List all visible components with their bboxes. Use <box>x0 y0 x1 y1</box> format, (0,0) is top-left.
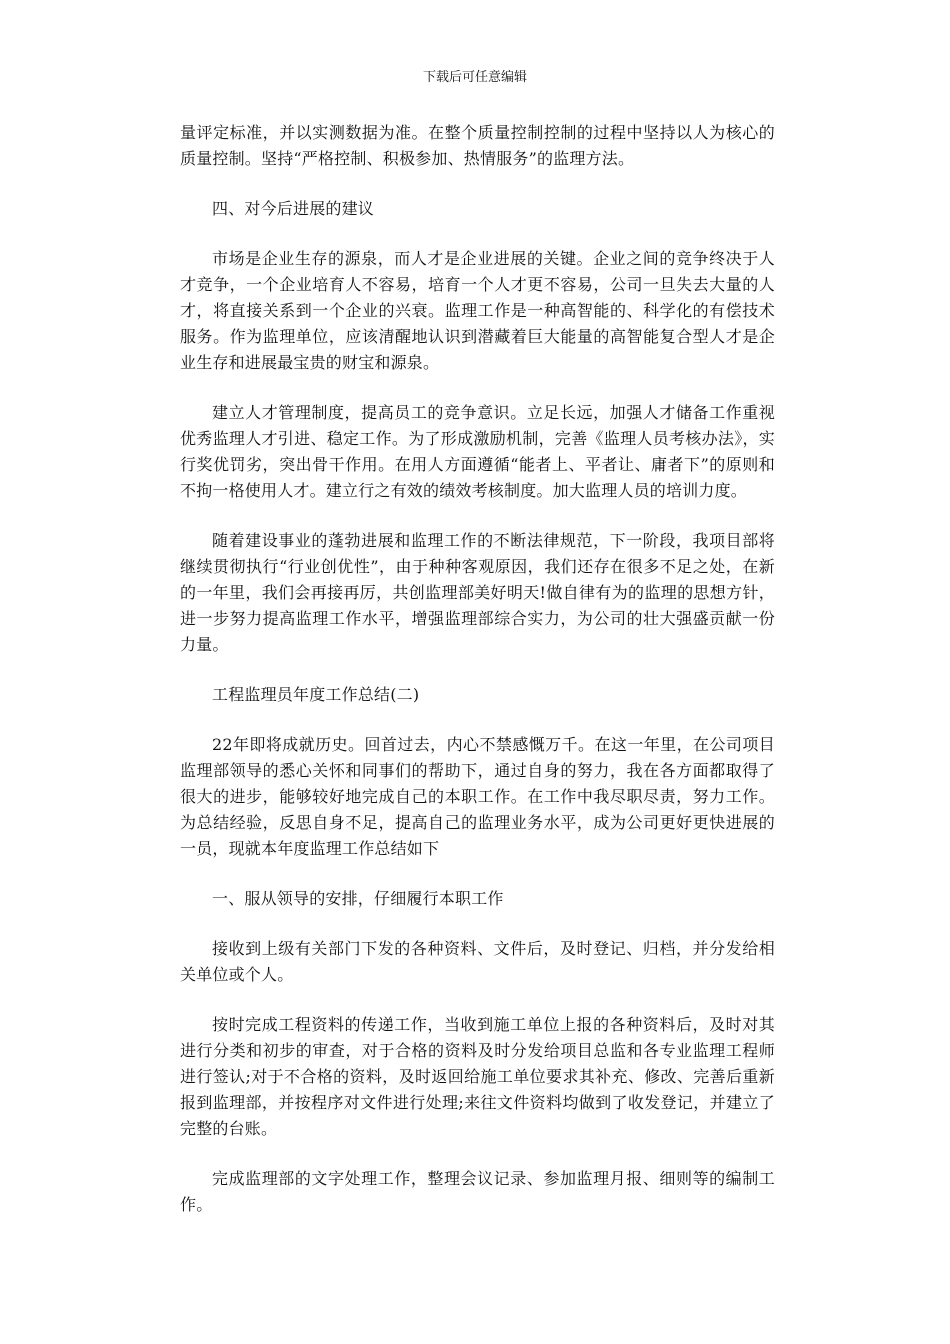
document-body <box>180 120 775 1242</box>
paragraph: 完成监理部的文字处理工作，整理会议记录、参加监理月报、细则等的编制工作。 <box>180 1169 775 1214</box>
section-heading-suggestions: 四、对今后进展的建议 <box>212 199 375 218</box>
section-heading-duties: 一、服从领导的安排，仔细履行本职工作 <box>212 889 504 908</box>
paragraph-continuation: 量评定标准，并以实测数据为准。在整个质量控制控制的过程中坚持以人为核心的质量控制。坚持“严格控制、积极参加、热情服务”的监理方法。 <box>180 123 775 168</box>
page-header: 下载后可任意编辑 <box>422 70 527 85</box>
paragraph: 按时完成工程资料的传递工作，当收到施工单位上报的各种资料后，及时对其进行分类和初步的审查，对于合格的资料及时分发给项目总监和各专业监理工程师进行签认;对于不合格的资料，及时返回给施工单位要求其补充、修改、完善后重新报到监理部，并按程序对文件进行处理;来往文件资料均做到了收发登记，并建立了完整的台账。 <box>180 1015 775 1138</box>
paragraph: 建立人才管理制度，提高员工的竞争意识。立足长远，加强人才储备工作重视优秀监理人才引进、稳定工作。为了形成激励机制，完善《监理人员考核办法》，实行奖优罚劣，突出骨干作用。在用人方面遵循“能者上、平者让、庸者下”的原则和不拘一格使用人才。建立行之有效的绩效考核制度。加大监理人员的培训力度。 <box>180 403 775 500</box>
paragraph: 接收到上级有关部门下发的各种资料、文件后，及时登记、归档，并分发给相关单位或个人。 <box>180 939 775 984</box>
paragraph: 随着建设事业的蓬勃进展和监理工作的不断法律规范，下一阶段，我项目部将继续贯彻执行“行业创优性”，由于种种客观原因，我们还存在很多不足之处，在新的一年里，我们会再接再厉，共创监理部美好明天!做自律有为的监理的思想方针，进一步努力提高监理工作水平，增强监理部综合实力，为公司的壮大强盛贡献一份力量。 <box>180 531 775 654</box>
document-title-part-two: 工程监理员年度工作总结(二) <box>212 685 420 704</box>
paragraph: 22年即将成就历史。回首过去，内心不禁感慨万千。在这一年里，在公司项目监理部领导的悉心关怀和同事们的帮助下，通过自身的努力，我在各方面都取得了很大的进步，能够较好地完成自己的本职工作。在工作中我尽职尽责，努力工作。为总结经验，反思自身不足，提高自己的监理业务水平，成为公司更好更快进展的一员，现就本年度监理工作总结如下 <box>180 735 775 858</box>
paragraph: 市场是企业生存的源泉，而人才是企业进展的关键。企业之间的竞争终决于人才竞争，一个企业培育人不容易，培育一个人才更不容易，公司一旦失去大量的人才，将直接关系到一个企业的兴衰。监理工作是一种高智能的、科学化的有偿技术服务。作为监理单位，应该清醒地认识到潜藏着巨大能量的高智能复合型人才是企业生存和进展最宝贵的财宝和源泉。 <box>180 249 775 372</box>
